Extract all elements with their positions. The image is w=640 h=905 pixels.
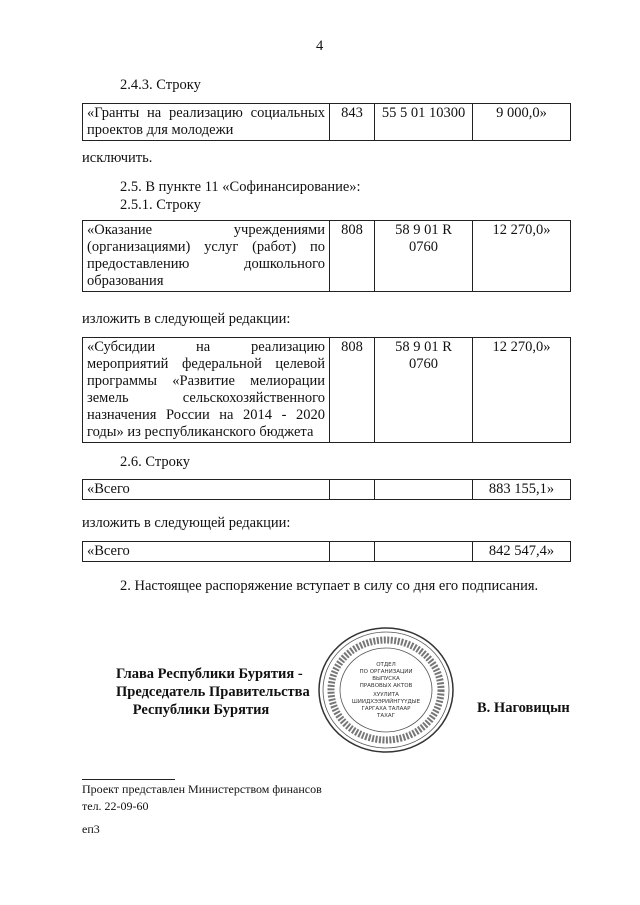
row-description: «Оказание учреждениями (организациями) услуг (работ) по предоставлению дошкольного образования <box>83 221 330 292</box>
table-row-total-old <box>82 479 571 500</box>
signatory-title <box>116 665 310 719</box>
row-code: 808 <box>330 338 375 443</box>
row-amount: 883 155,1» <box>473 480 571 500</box>
row-code: 843 <box>330 104 375 141</box>
signatory-line-2: Председатель Правительства <box>116 684 310 700</box>
section-2-5: 2.5. В пункте 11 «Софинансирование»: <box>120 179 361 195</box>
clause-2: 2. Настоящее распоряжение вступает в силу со дня его подписания. <box>120 578 539 594</box>
row-amount: 12 270,0» <box>473 338 571 443</box>
signatory-line-3: Республики Бурятия <box>132 702 270 718</box>
exclude-text: исключить. <box>82 150 153 166</box>
row-code <box>330 480 375 500</box>
table-row-grants <box>82 103 571 141</box>
row-code: 808 <box>330 221 375 292</box>
page-number: 4 <box>316 38 324 54</box>
section-2-5-1: 2.5.1. Строку <box>120 197 201 213</box>
row-kbk: 58 9 01 R 0760 <box>375 338 473 443</box>
footer-project-note: Проект представлен Министерством финансов <box>82 782 322 796</box>
official-stamp <box>316 626 456 756</box>
row-amount: 12 270,0» <box>473 221 571 292</box>
svg-text:ГАРГАХА ТАЛААР: ГАРГАХА ТАЛААР <box>361 706 411 712</box>
footer-code: еп3 <box>82 822 100 836</box>
svg-text:ПО ОРГАНИЗАЦИИ: ПО ОРГАНИЗАЦИИ <box>359 669 413 675</box>
table-row-subsidies <box>82 337 571 443</box>
row-amount: 842 547,4» <box>473 542 571 562</box>
row-code <box>330 542 375 562</box>
row-kbk <box>375 542 473 562</box>
row-kbk <box>375 480 473 500</box>
row-description: «Всего <box>83 542 330 562</box>
section-2-4-3: 2.4.3. Строку <box>120 77 201 93</box>
svg-text:ОТДЕЛ: ОТДЕЛ <box>376 662 396 668</box>
svg-text:ВЫПУСКА: ВЫПУСКА <box>372 676 400 682</box>
row-kbk: 55 5 01 10300 <box>375 104 473 141</box>
restate-text-1: изложить в следующей редакции: <box>82 311 291 327</box>
footer-phone: тел. 22-09-60 <box>82 799 149 813</box>
signatory-line-1: Глава Республики Бурятия - <box>116 666 303 682</box>
row-description: «Гранты на реализацию социальных проектов для молодежи <box>83 104 330 141</box>
svg-text:ТАХАГ: ТАХАГ <box>376 713 396 719</box>
svg-text:ШИИДХЭЭРИЙНГҮҮДЫЕ: ШИИДХЭЭРИЙНГҮҮДЫЕ <box>351 699 421 705</box>
table-row-preschool <box>82 220 571 292</box>
restate-text-2: изложить в следующей редакции: <box>82 515 291 531</box>
footnote-divider <box>82 779 175 780</box>
row-description: «Субсидии на реализацию мероприятий федеральной целевой программы «Развитие мелиорации земель сельскохозяйственного назначения России на 2014 - 2020 годы» из республиканского бюджета <box>83 338 330 443</box>
section-2-6: 2.6. Строку <box>120 454 190 470</box>
row-amount: 9 000,0» <box>473 104 571 141</box>
signatory-name: В. Наговицын <box>477 700 570 716</box>
row-kbk: 58 9 01 R 0760 <box>375 221 473 292</box>
svg-text:ПРАВОВЫХ АКТОВ: ПРАВОВЫХ АКТОВ <box>359 683 413 689</box>
table-row-total-new <box>82 541 571 562</box>
row-description: «Всего <box>83 480 330 500</box>
svg-text:ХУУЛИТА: ХУУЛИТА <box>373 692 399 698</box>
